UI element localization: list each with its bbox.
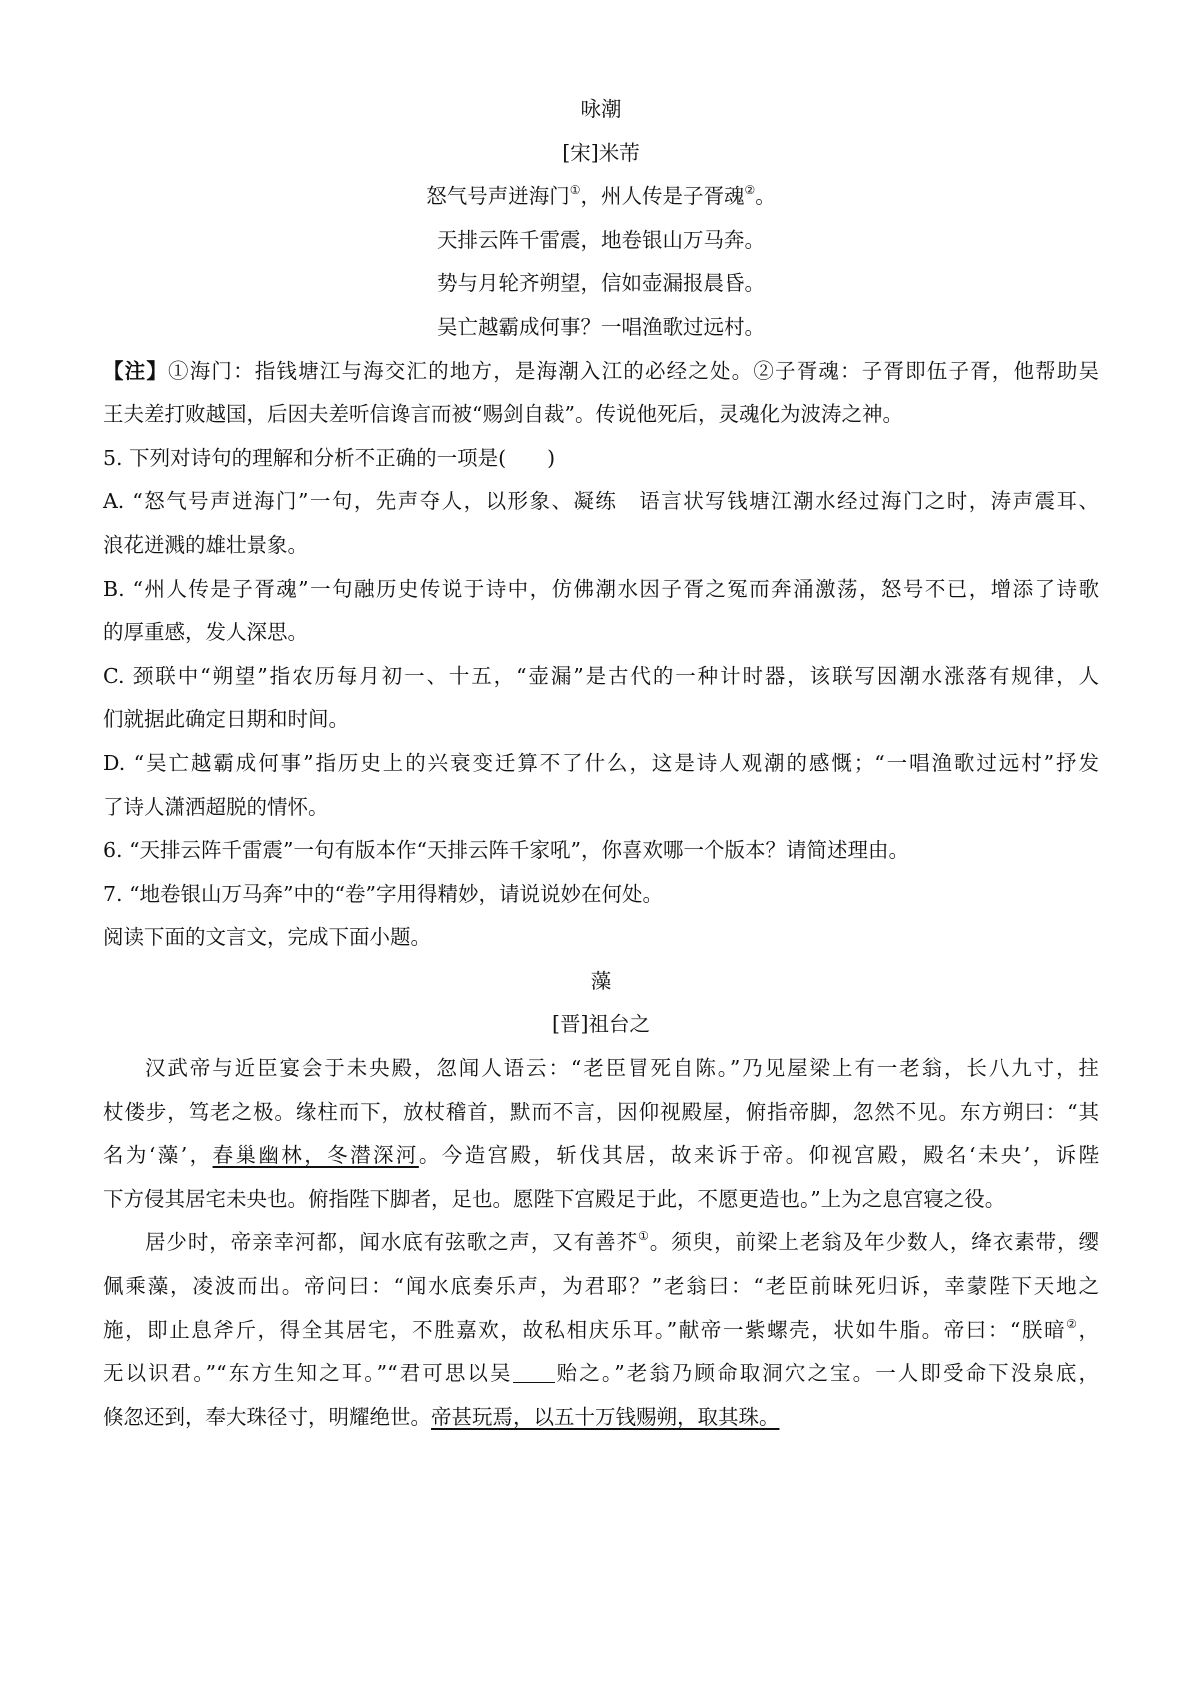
text-segment: 5. 下列对诗句的理解和分析不正确的一项是( ) — [103, 445, 556, 470]
text-segment: 6. “天排云阵千雷震”一句有版本作“天排云阵千家吼”，你喜欢哪一个版本？请简述理由。 — [103, 838, 909, 863]
paragraph — [103, 829, 1099, 873]
text-segment: 汉武帝与近臣宴会于未央殿，忽闻人语云：“老臣冒死自陈。”乃见屋梁上有一老翁，长八九寸，拄 — [145, 1056, 1099, 1081]
text-segment: 7. “地卷银山万马奔”中的“卷”字用得精妙，请说说妙在何处。 — [103, 881, 663, 906]
text-line — [103, 1265, 1099, 1309]
text-line — [103, 568, 1099, 612]
text-segment: A. “怒气号声迸海门”一句，先声夺人，以形象、凝练 语言状写钱塘江潮水经过海门之时，涛声震耳、 — [103, 489, 1099, 514]
text-segment: 佩乘藻，凌波而出。帝问曰：“闻水底奏乐声，为君耶？”老翁曰：“老臣前昧死归诉，幸蒙陛下天地之 — [103, 1274, 1099, 1299]
text-segment: 阅读下面的文言文，完成下面小题。 — [103, 925, 431, 950]
underlined-text: 春巢幽林，冬潜深河 — [212, 1143, 419, 1168]
text-line — [103, 1003, 1099, 1047]
text-segment: C. 颈联中“朔望”指农历每月初一、十五，“壶漏”是古代的一种计时器，该联写因潮水涨落有规律，人 — [103, 663, 1099, 688]
text-segment: 天排云阵千雷震，地卷银山万马奔。 — [437, 227, 765, 252]
paragraph — [103, 1221, 1099, 1439]
text-line — [103, 219, 1099, 263]
text-line — [103, 132, 1099, 176]
text-segment: 势与月轮齐朔望，信如壶漏报晨昏。 — [437, 271, 765, 296]
paragraph — [103, 437, 1099, 481]
centered-heading-block — [103, 306, 1099, 350]
text-line — [103, 1178, 1099, 1222]
text-segment: [晋]祖台之 — [552, 1012, 650, 1037]
text-line — [103, 88, 1099, 132]
text-segment: 下方侵其居宅未央也。俯指陛下脚者，足也。愿陛下宫殿足于此，不愿更造也。”上为之息宫寝之役。 — [103, 1186, 1006, 1211]
paragraph — [103, 568, 1099, 655]
text-segment: 。须臾，前梁上老翁及年少数人，绛衣素带，缨 — [649, 1230, 1100, 1255]
paragraph — [103, 742, 1099, 829]
text-segment: 咏潮 — [580, 97, 622, 121]
text-line — [103, 611, 1099, 655]
text-line — [103, 350, 1099, 394]
text-line — [103, 437, 1099, 481]
text-line — [103, 916, 1099, 960]
text-line — [103, 175, 1099, 219]
text-segment: 无以识君。”“东方生知之耳。”“君可思以吴 — [103, 1361, 513, 1386]
document-page — [103, 88, 1099, 1439]
text-line — [103, 306, 1099, 350]
text-segment: ①海门：指钱塘江与海交汇的地方，是海潮入江的必经之处。②子胥魂：子胥即伍子胥，他帮助吴 — [168, 358, 1100, 383]
text-segment: D. “吴亡越霸成何事”指历史上的兴衰变迁算不了什么，这是诗人观潮的感慨；“一唱渔歌过远村”抒发 — [103, 750, 1099, 775]
paragraph — [103, 655, 1099, 742]
text-line — [103, 698, 1099, 742]
fill-in-blank — [513, 1362, 555, 1384]
text-segment: 王夫差打败越国，后因夫差听信谗言而被“赐剑自裁”。传说他死后，灵魂化为波涛之神。 — [103, 402, 903, 427]
footnote-marker: ① — [638, 1229, 650, 1244]
text-segment: 们就据此确定日期和时间。 — [103, 707, 349, 732]
centered-heading-block — [103, 262, 1099, 306]
centered-heading-block — [103, 88, 1099, 132]
centered-heading-block — [103, 1003, 1099, 1047]
text-segment: [宋]米芾 — [562, 140, 640, 165]
text-line — [103, 262, 1099, 306]
text-line — [103, 1134, 1099, 1178]
paragraph — [103, 480, 1099, 567]
text-line — [103, 1091, 1099, 1135]
text-segment: 名为‘藻’， — [103, 1143, 213, 1168]
text-segment: B. “州人传是子胥魂”一句融历史传说于诗中，仿佛潮水因子胥之冤而奔涌激荡，怒号不已，增添了诗歌 — [103, 576, 1099, 601]
text-line — [103, 786, 1099, 830]
paragraph — [103, 1047, 1099, 1221]
underlined-text: 帝甚玩焉，以五十万钱赐朔，取其珠。 — [431, 1404, 780, 1429]
centered-heading-block — [103, 219, 1099, 263]
text-segment: 居少时，帝亲幸河都，闻水底有弦歌之声，又有善芥 — [145, 1230, 639, 1255]
text-segment: 施，即止息斧斤，得全其居宅，不胜嘉欢，故私相庆乐耳。”献帝一紫螺壳，状如牛脂。帝曰：“朕暗 — [103, 1317, 1067, 1342]
text-segment: 贻之。”老翁乃顾命取洞穴之宝。一人即受命下没泉底， — [554, 1361, 1100, 1386]
text-line — [103, 873, 1099, 917]
text-line — [103, 393, 1099, 437]
text-segment: 的厚重感，发人深思。 — [103, 620, 308, 645]
text-segment: 。 — [755, 184, 776, 209]
paragraph — [103, 350, 1099, 437]
text-line — [103, 1047, 1099, 1091]
footnote-marker: ② — [744, 183, 756, 198]
centered-heading-block — [103, 960, 1099, 1004]
text-segment: 怒气号声迸海门 — [426, 184, 570, 209]
text-line — [103, 1221, 1099, 1265]
footnote-marker: ① — [569, 183, 581, 198]
text-line — [103, 655, 1099, 699]
text-segment: 。今造宫殿，斩伐其居，故来诉于帝。仰视宫殿，殿名‘未央’，诉陛 — [418, 1143, 1100, 1168]
text-line — [103, 480, 1099, 524]
text-line — [103, 1309, 1099, 1353]
text-segment: 藻 — [590, 968, 612, 993]
text-segment: 吴亡越霸成何事？一唱渔歌过远村。 — [437, 314, 765, 339]
text-line — [103, 960, 1099, 1004]
text-line — [103, 524, 1099, 568]
paragraph — [103, 873, 1099, 917]
footnote-marker: ② — [1066, 1316, 1079, 1331]
text-line — [103, 829, 1099, 873]
paragraph — [103, 916, 1099, 960]
centered-heading-block — [103, 175, 1099, 219]
text-line — [103, 1352, 1099, 1396]
text-segment: ，州人传是子胥魂 — [580, 184, 745, 209]
text-segment: ， — [1078, 1317, 1099, 1342]
text-line — [103, 1396, 1099, 1440]
text-segment: 【注】 — [103, 358, 169, 383]
centered-heading-block — [103, 132, 1099, 176]
text-segment: 浪花迸溅的雄壮景象。 — [103, 532, 308, 557]
text-segment: 倏忽还到，奉大珠径寸，明耀绝世。 — [103, 1404, 431, 1429]
text-line — [103, 742, 1099, 786]
text-segment: 杖偻步，笃老之极。缘柱而下，放杖稽首，默而不言，因仰视殿屋，俯指帝脚，忽然不见。东方朔曰：“其 — [103, 1099, 1099, 1124]
text-segment: 了诗人潇洒超脱的情怀。 — [103, 794, 329, 819]
